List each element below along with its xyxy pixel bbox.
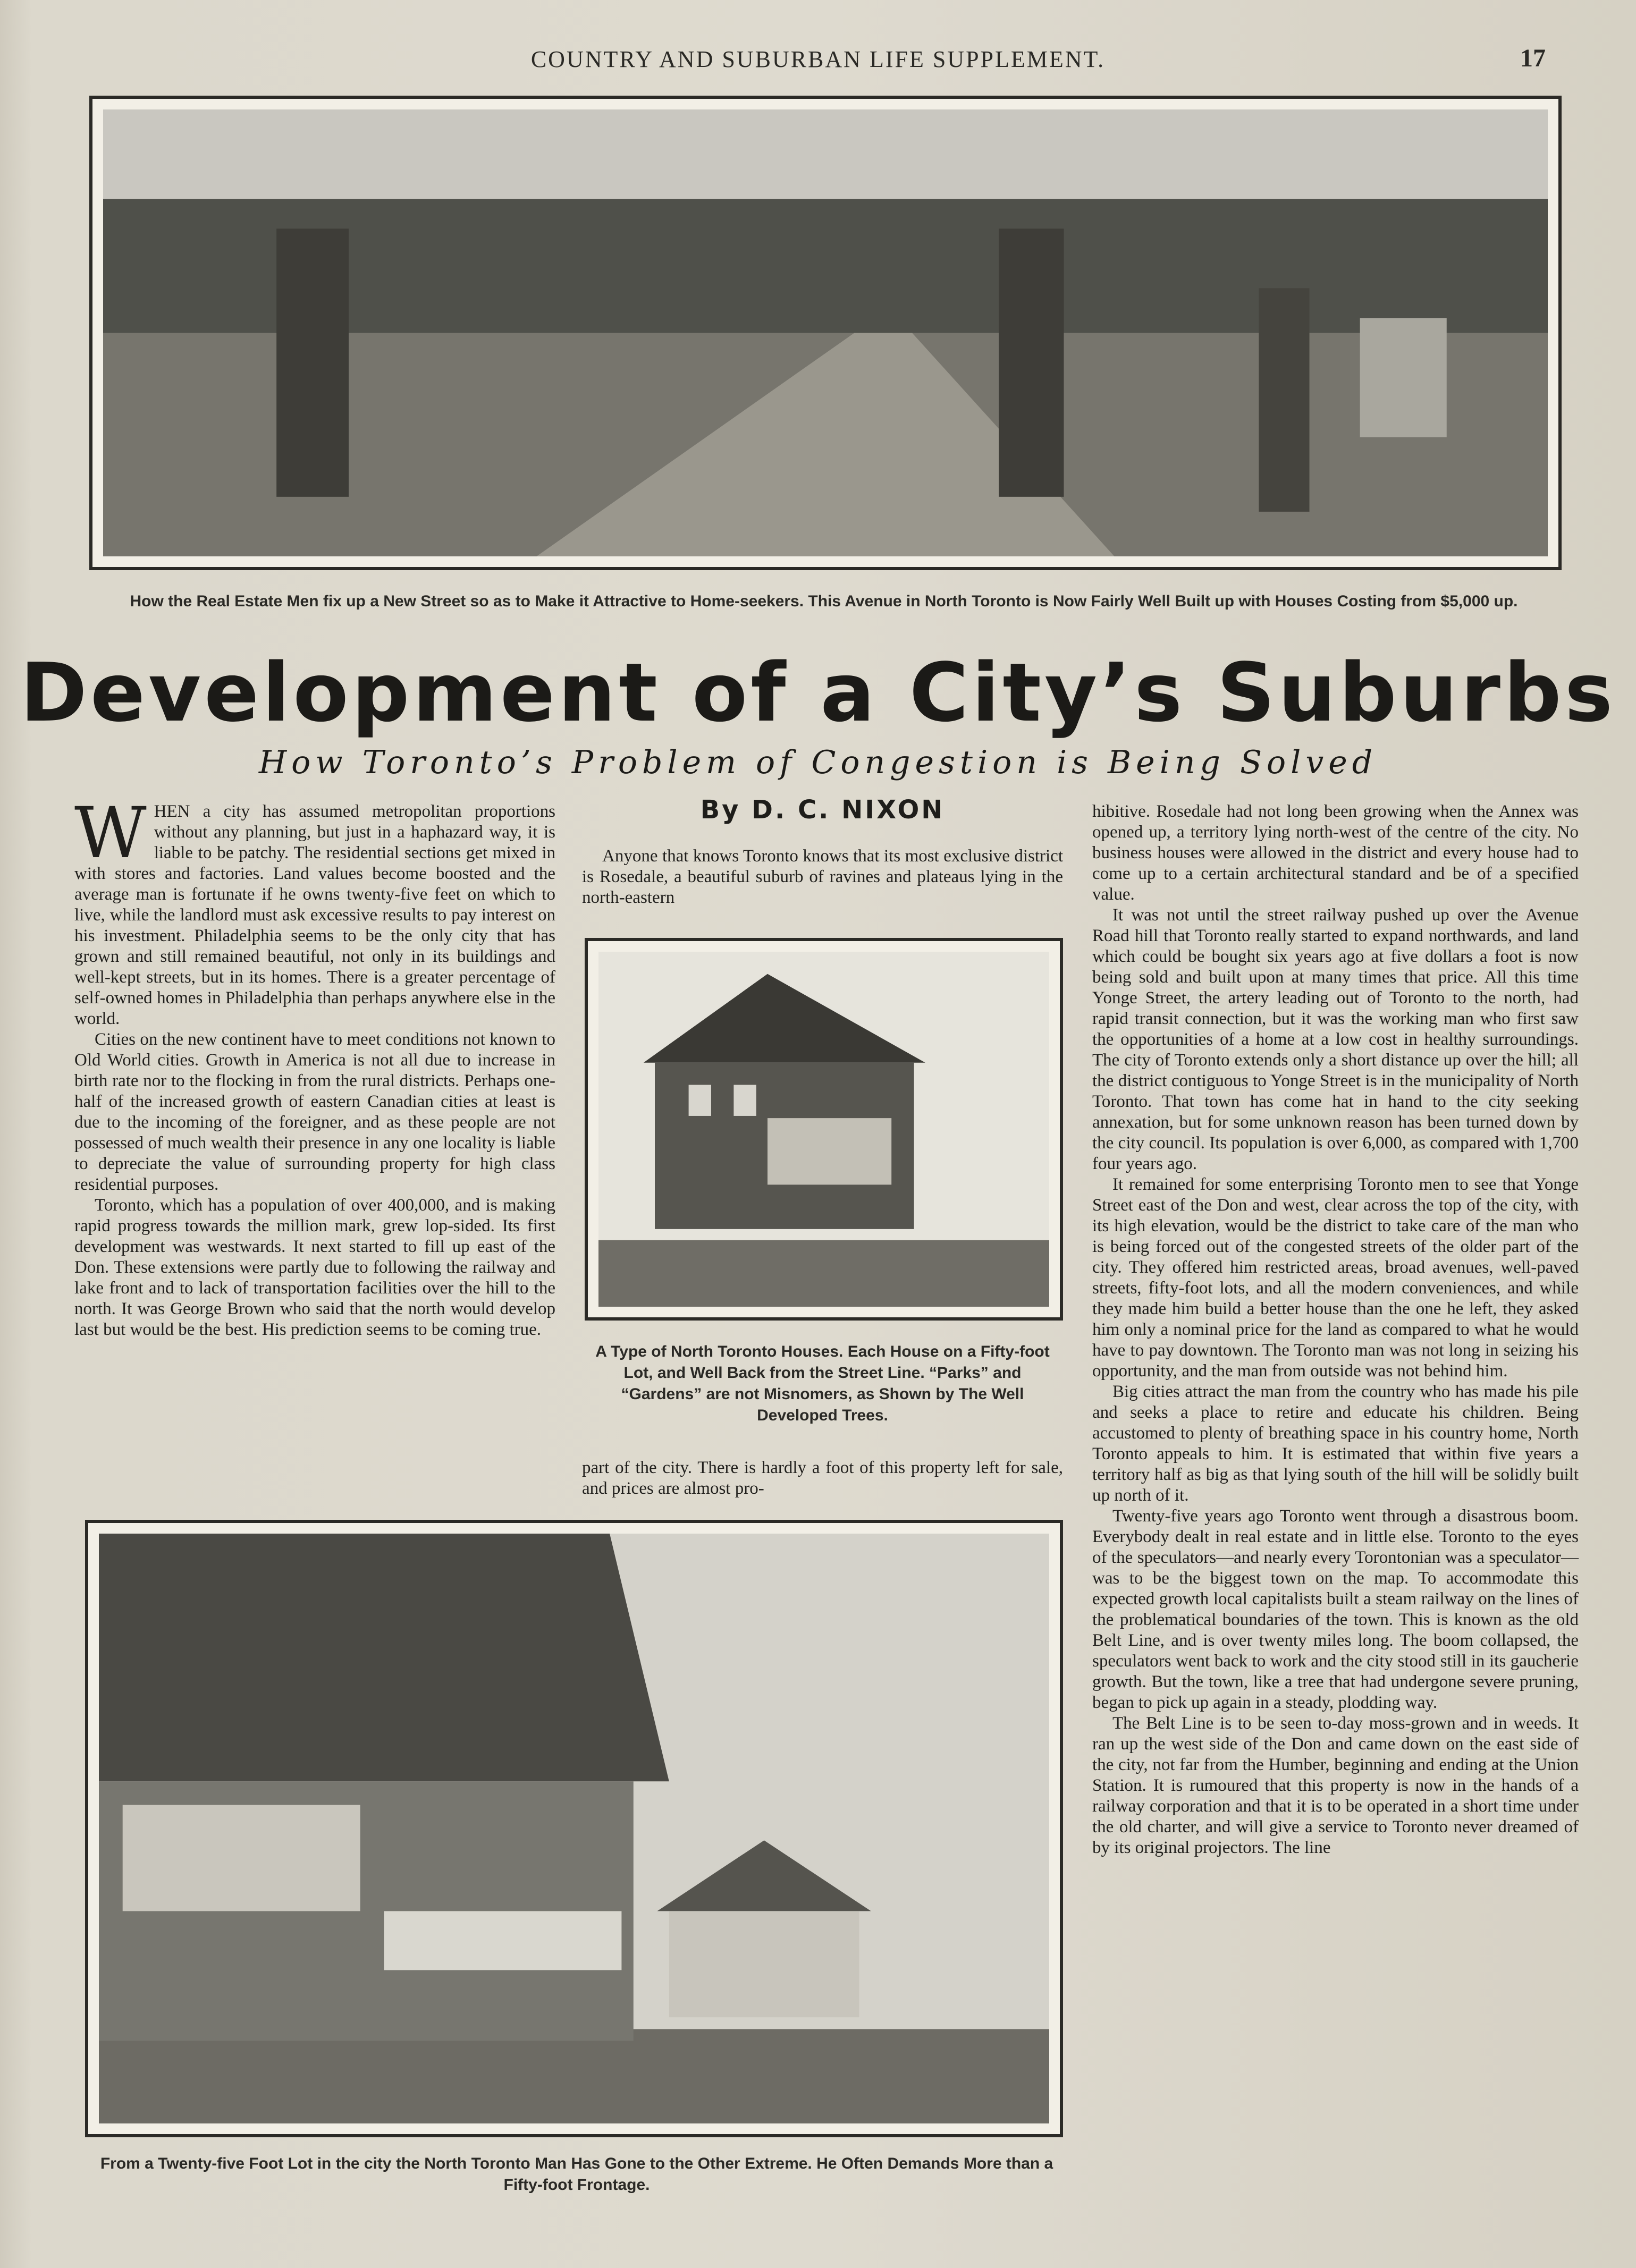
paragraph: Twenty-five years ago Toronto went through a disastrous boom. Everybody dealt in real estate and in little else. Toronto to the eyes of the speculators—and nearly every Torontonian was a speculator—was to be the biggest town on the map. To accommodate this expected growth local capitalists built a steam railway on the lines of the problematical boundaries of the town. This is known as the old Belt Line, and is over twenty miles long. The boom collapsed, the speculators went back to work and the city stood still in its gaucherie growth. But the town, like a tree that had undergone severe pruning, began to pick up again in a steady, plodding way. (1092, 1507, 1579, 1712)
caption-bottom-photo: From a Twenty-five Foot Lot in the city the North Toronto Man Has Gone to the Other Extreme. He Often Demands More than a Fifty-foot Frontage. (100, 2155, 1053, 2194)
article-subtitle: How Toronto’s Problem of Congestion is Being Solved (258, 744, 1378, 781)
photo-large-suburban-home-image (99, 1534, 1049, 2123)
paragraph: The Belt Line is to be seen to-day moss-grown and in weeds. It ran up the west side of the Don and came down on the east side of the city, not far from the Humber, beginning and ending at the Union Station. It is rumoured that this property is now in the hands of a railway corporation and that it is to be operated in a short time under the old charter, and will give a service to Toronto never dreamed of by its original projectors. The line (1092, 1714, 1579, 1857)
column-2-bottom (582, 1458, 1063, 1499)
photo-gated-avenue (89, 96, 1562, 570)
column-3 (1092, 801, 1579, 1858)
caption-middle-photo: A Type of North Toronto Houses. Each House on a Fifty-foot Lot, and Well Back from the Street Line. “Parks” and “Gardens” are not Misnomers, as Shown by The Well Developed Trees. (595, 1343, 1050, 1424)
caption-top-photo: How the Real Estate Men fix up a New Street so as to Make it Attractive to Home-seekers. This Avenue in North Toronto is Now Fairly Well Built up with Houses Costing from $5,000 up. (130, 593, 1518, 610)
photo-large-suburban-home (85, 1520, 1063, 2137)
column-2-top (582, 846, 1063, 908)
paragraph: Toronto, which has a population of over 400,000, and is making rapid progress towards the million mark, grew lop-sided. Its first development was westwards. It next started to fill up east of the Don. These extensions were partly due to following the railway and lake front and to lack of transportation facilities over the hill to the north. It was George Brown who said that the north would develop last but would be the best. His prediction seems to be coming true. (74, 1196, 555, 1339)
paragraph: Cities on the new continent have to meet conditions not known to Old World cities. Growth in America is not all due to increase in birth rate nor to the flocking in from the rural districts. Perhaps one-half of the increased growth of eastern Canadian cities at least is due to the incoming of the foreigner, and as these people are not possessed of much wealth their presence in any one locality is liable to depreciate the value of surrounding property for high class residential purposes. (74, 1030, 555, 1194)
paragraph: part of the city. There is hardly a foot of this property left for sale, and prices are almost pro- (582, 1458, 1063, 1498)
byline: By D. C. NIXON (700, 795, 945, 825)
article-title: Development of a City’s Suburbs (20, 646, 1616, 740)
photo-gated-avenue-image (103, 109, 1548, 556)
photo-north-toronto-house-image (598, 952, 1049, 1307)
running-title: COUNTRY AND SUBURBAN LIFE SUPPLEMENT. (530, 46, 1106, 72)
paragraph: It remained for some enterprising Toronto men to see that Yonge Street east of the Don and west, clear across the top of the city, with its high elevation, would be the district to take care of the man who is being forced out of the congested streets of the older part of the city. They offered him restricted areas, broad avenues, well-paved streets, fifty-foot lots, and all the modern conveniences, and while they made him build a better house than the one he left, they asked him only a nominal price for the land as compared to what he would have to pay downtown. The Toronto man was not long in seizing his opportunity, and the man from outside was not behind him. (1092, 1175, 1579, 1381)
paragraph: Big cities attract the man from the country who has made his pile and seeks a place to retire and educate his children. Being accustomed to plenty of breathing space in his country home, North Toronto appeals to him. It is estimated that within five years a territory half as big as that lying south of the hill will be solidly built up north of it. (1092, 1382, 1579, 1505)
paragraph: It was not until the street railway pushed up over the Avenue Road hill that Toronto really started to expand northwards, and land which could be bought six years ago at five dollars a foot is now being sold and built upon at many times that price. All this time Yonge Street, the artery leading out of Toronto to the north, had rapid transit connection, but it was the working man who first saw the opportunities of a home at a low cost in healthy surroundings. The city of Toronto extends only a short distance up over the hill; all the district contiguous to Yonge Street is in the municipality of North Toronto. That town has come hat in hand to the city seeking annexation, but for some unknown reason has been turned down by the city council. Its population is over 6,000, as compared with 1,700 four years ago. (1092, 905, 1579, 1173)
paragraph: Anyone that knows Toronto knows that its most exclusive district is Rosedale, a beautiful suburb of ravines and plateaus lying in the north-eastern (582, 847, 1063, 907)
paragraph: hibitive. Rosedale had not long been growing when the Annex was opened up, a territory lying north-west of the centre of the city. No business houses were allowed in the district and every house had to come up to a certain architectural standard and be of a specified value. (1092, 802, 1579, 904)
paragraph: WHEN a city has assumed metropolitan proportions without any planning, but just in a haphazard way, it is liable to be patchy. The residential sections get mixed in with stores and factories. Land values become boosted and the average man is fortunate if he owns twenty-five feet on which to live, while the landlord must ask excessive results to pay interest on his investment. Philadelphia seems to be the only city that has grown and still remained beautiful, not only in its buildings and well-kept streets, but in its homes. There is a greater percentage of self-owned homes in Philadelphia than perhaps anywhere else in the world. (74, 792, 555, 1028)
photo-north-toronto-house (585, 938, 1063, 1321)
column-1 (74, 792, 555, 1340)
drop-cap: W (74, 792, 147, 874)
page-number: 17 (1520, 44, 1546, 72)
